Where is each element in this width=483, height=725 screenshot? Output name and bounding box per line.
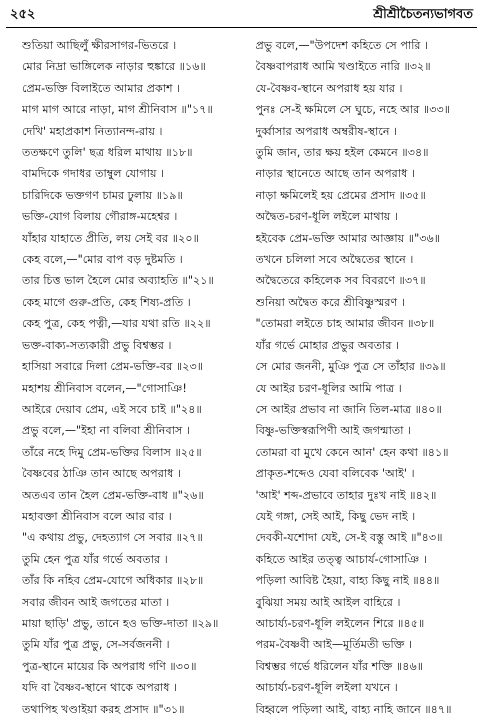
verse-line: দেবকী-যশোদা যেই, সে-ই বস্তু আই ॥"৪৩॥: [255, 531, 443, 545]
verse-line: বৈষ্ণবাপরাধ আমি খণ্ডাইতে নারি ॥৩২॥: [255, 60, 431, 74]
verse-line: পুত্র-স্থানে মায়ের কি অপরাধ গণি ॥৩০॥: [22, 659, 197, 673]
verse-line: হইবেক প্রেম-ভক্তি আমার আজ্ঞায় ॥"৩৬॥: [255, 231, 441, 245]
verse-line: যদি বা বৈষ্ণব-স্থানে থাকে অপরাধ ।: [22, 681, 178, 695]
verse-line: "এ কথায় প্রভু, দেহত্যাগ সে সবার ॥২৭॥: [22, 531, 203, 545]
verse-line: অদ্বৈত-চরণ-ধূলি লইলে মাথায় ।: [255, 210, 398, 224]
verse-line: অতএব তান হৈল প্রেম-ভক্তি-বাধ ॥"২৬॥: [22, 488, 204, 502]
verse-line: পুনঃ সে-ই ক্ষমিলে সে ঘুচে, নহে আর ॥৩৩॥: [255, 103, 451, 117]
verse-line: ভক্তি-যোগ বিলায় গৌরাঙ্গ-মহেশ্বর ।: [22, 210, 178, 224]
right-column: [250, 34, 478, 719]
verse-line: আচার্য্য-চরণ-ধূলি লইলেন শিরে ॥৪৫॥: [255, 616, 425, 630]
verse-line: প্রভু বলে,—"উপদেশ কহিতে সে পারি ।: [255, 39, 429, 52]
verse-line: তথাপিহ খণ্ডাইয়া করহ প্রসাদ ॥"৩১॥: [22, 702, 185, 716]
verse-line: তোমরা বা মুখে কেনে আন' হেন কথা ॥৪১॥: [255, 445, 449, 459]
verse-line: 'আই' শব্দ-প্রভাবে তাহার দুঃখ নাই ॥৪২॥: [255, 488, 437, 502]
verse-line: তুমি যাঁর পুত্র প্রভু, সে-সর্বজননী ।: [22, 638, 170, 652]
running-title: শ্রীশ্রীচৈতন্যভাগবত: [373, 7, 473, 22]
verse-line: মোর নিদ্রা ভাঙ্গিলেক নাড়ার হুঙ্কারে ॥১৬॥: [22, 60, 206, 74]
verse-line: যাঁহার যাহাতে প্রীতি, লয় সেই বর ॥২০॥: [22, 231, 199, 245]
verse-line: সে মোর জননী, মুঞি পুত্র সে তাঁহার ॥৩৯॥: [255, 360, 446, 374]
verse-line: মহাবক্তা শ্রীনিবাস বলে আর বার ।: [22, 509, 172, 523]
verse-line: সবার জীবন আই জগতের মাতা ।: [22, 595, 170, 609]
verse-line: পড়িলা আবিষ্ট হৈয়া, বাহ্য কিছু নাই ॥৪৪॥: [255, 574, 440, 588]
verse-line: প্রেম-ভক্তি বিলাইতে আমার প্রকাশ ।: [22, 81, 181, 95]
verse-line: কহিতে আইর তত্ত্ব আচার্য-গোসাঞি ।: [255, 552, 427, 566]
verse-line: তাঁরে নহে দিমু প্রেম-ভক্তির বিলাস ॥২৫॥: [22, 445, 202, 459]
verse-line: অদ্বৈতেরে কহিলেক সব বিবরণে ॥৩৭॥: [255, 274, 426, 288]
verse-line: নাড়ার স্থানেতে আছে তান অপরাধ ।: [255, 167, 415, 181]
page-header: [6, 4, 477, 28]
verse-line: তুমি জান, তার ক্ষয় হইল কেমনে ॥৩৪॥: [255, 146, 429, 160]
verse-line: মহাশয় শ্রীনিবাস বলেন,—"গোসাঞি!: [22, 381, 187, 395]
verse-line: যেই গঙ্গা, সেই আই, কিছু ভেদ নাই ।: [255, 509, 416, 523]
left-column: [6, 34, 244, 719]
verse-line: পরম-বৈষ্ণবী আই—মূর্তিমতী ভক্তি ।: [255, 638, 413, 652]
verse-line: বুঝিয়া সময় আই আইল বাহিরে ।: [255, 595, 401, 609]
page-number: ২৫২: [10, 7, 36, 22]
verse-line: প্রাকৃত-শব্দেও যেবা বলিবেক 'আই' ।: [255, 467, 415, 481]
verse-line: ততক্ষণে তুলি' ছত্র ধরিল মাথায় ॥১৮॥: [22, 146, 193, 160]
verse-line: যে-বৈষ্ণব-স্থানে অপরাধ হয় যার ।: [255, 81, 403, 95]
verse-line: বিহ্বলে পড়িলা আই, বাহ্য নাহি জানে ॥৪৭॥: [255, 702, 452, 716]
verse-line: বামদিকে গদাধর তাম্বুল যোগায় ।: [22, 167, 165, 181]
verse-line: বৈষ্ণবের ঠাঞি তান আছে অপরাধ ।: [22, 467, 181, 481]
verse-line: বিশ্বম্ভর গর্ভে ধরিলেন যাঁর শক্তি ॥৪৬॥: [255, 659, 424, 673]
verse-line: ভক্ত-বাক্য-সত্যকারী প্রভু বিশ্বম্ভর ।: [22, 338, 172, 352]
verse-line: তাঁর কি নহিব প্রেম-যোগে অধিকার ॥২৮॥: [22, 574, 204, 588]
verse-line: তুমি হেন পুত্র যাঁর গর্ভে অবতার ।: [22, 552, 168, 566]
verse-line: সে আইর প্রভাব না জানি তিল-মাত্র ॥৪০॥: [255, 402, 442, 416]
verse-line: "তোমরা লইতে চাহ আমার জীবন ॥৩৮॥: [255, 317, 435, 331]
verse-line: কেহ বলে,—"মোর বাপ বড় দুষ্টমতি ।: [22, 253, 183, 267]
verse-line: বিষ্ণু-ভক্তিস্বরূপিণী আই জগন্মাতা ।: [255, 424, 412, 438]
verse-line: মাগ মাগ আরে নাড়া, মাগ শ্রীনিবাস ॥"১৭॥: [22, 103, 213, 117]
verse-line: প্রভু বলে,—"ইহা না বলিবা শ্রীনিবাস ।: [22, 424, 190, 438]
verse-line: নাড়া ক্ষমিলেই হয় প্রেমের প্রসাদ ॥৩৫॥: [255, 188, 426, 202]
verse-columns: [6, 34, 477, 719]
verse-line: চারিদিকে ভক্তগণ চামর ঢুলায় ॥১৯॥: [22, 188, 183, 202]
verse-line: আইরে দেয়াব প্রেম, এই সবে চাই ॥"২৪॥: [22, 402, 202, 416]
verse-line: আচার্য্য-চরণ-ধূলি লইলা যখনে ।: [255, 681, 398, 695]
verse-line: কেহ মাগে গুরু-প্রতি, কেহ শিষ্য-প্রতি ।: [22, 295, 191, 309]
verse-line: দুর্ব্বাসার অপরাধ অম্বরীষ-স্থানে ।: [255, 124, 398, 138]
verse-line: কেহ পুত্র, কেহ পত্নী,—যার যথা রতি ॥২২॥: [22, 317, 211, 331]
header-rule: [6, 27, 477, 28]
verse-line: যে আইর চরণ-ধূলির আমি পাত্র ।: [255, 381, 402, 395]
verse-line: তার চিত্ত ভাল হৈলে মোর অব্যাহতি ॥"২১॥: [22, 274, 214, 288]
verse-line: শুনিয়া অদ্বৈত করে শ্রীবিষ্ণুস্মরণ ।: [255, 295, 405, 309]
verse-line: তখনে চলিলা সবে অদ্বৈতের স্থানে ।: [255, 253, 414, 267]
verse-line: দেখি' মহাপ্রকাশ নিত্যানন্দ-রায় ।: [22, 124, 163, 138]
verse-line: যাঁর গর্ভে মোহার প্রভুর অবতার ।: [255, 338, 400, 352]
verse-line: মায়া ছাড়ি' প্রভু, তানে হও ভক্তি-দাতা ॥২৯॥: [22, 616, 219, 630]
verse-line: হাসিয়া সবারে দিলা প্রেম-ভক্তি-বর ॥২৩॥: [22, 360, 204, 374]
verse-line: শুতিয়া আছিলুঁ ক্ষীরসাগর-ভিতরে ।: [22, 39, 177, 52]
